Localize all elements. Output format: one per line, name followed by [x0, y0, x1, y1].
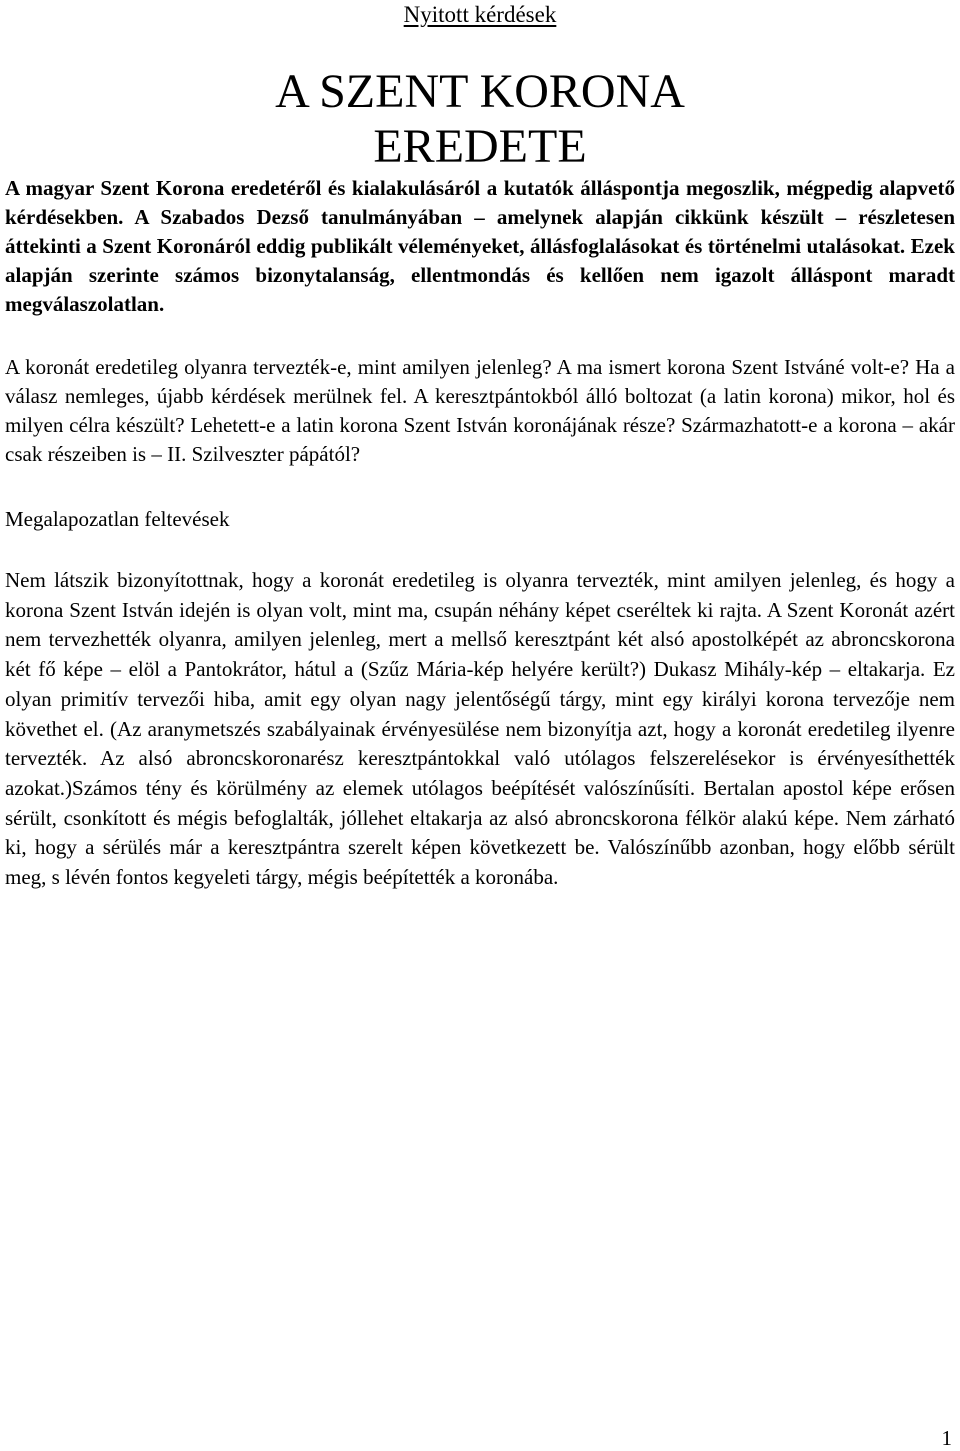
title-line-2: EREDETE	[373, 120, 587, 173]
body-paragraph: Nem látszik bizonyítottnak, hogy a koronát eredetileg is olyanra tervezték, mint amilyen jelenleg, és hogy a korona Szent István idején is olyan volt, mint ma, csupán néhány képet cseréltek ki rajta. A Szent Koronát azért nem tervezhették olyanra, amilyen jelenleg, mert a mellső keresztpánt két alsó apostolképét az abroncskorona két fő képe – elöl a Pantokrátor, hátul a (Szűz Mária-kép helyére került?) Dukasz Mihály-kép – eltakarja. Ez olyan primitív tervezői hiba, amit egy olyan nagy jelentőségű tárgy, mint egy királyi korona tervezője nem követhet el. (Az aranymetszés szabályainak érvényesülése nem bizonyítja azt, hogy a koronát eredetileg ilyenre tervezték. Az alsó abroncskoronarész keresztpántokkal való utólagos felszerelésekor is érvényesíthették azokat.)Számos tény és körülmény az elemek utólagos beépítését valószínűsíti. Bertalan apostol képe erősen sérült, csonkított és mégis befoglalták, jóllehet eltakarja az alsó abroncskorona félkör alakú képe. Nem zárható ki, hogy a sérülés már a keresztpántra szerelt képen következett be. Valószínűbb azonban, hogy előbb sérült meg, s lévén fontos kegyeleti tárgy, mégis beépítették a koronába.	[5, 568, 955, 890]
article-title	[5, 64, 955, 174]
lead-paragraph: A magyar Szent Korona eredetéről és kialakulásáról a kutatók álláspontja megoszlik, mégpedig alapvető kérdésekben. A Szabados Dezső tanulmányában – amelynek alapján cikkünk készült – részletesen áttekinti a Szent Koronáról eddig publikált véleményeket, állásfoglalásokat és történelmi utalásokat. Ezek alapján szerinte számos bizonytalanság, ellentmondás és kellően nem igazolt álláspont maradt megválaszolatlan.	[5, 176, 955, 316]
section-rubric-link[interactable]: Nyitott kérdések	[403, 2, 557, 27]
page-number: 1	[941, 1426, 952, 1450]
section-heading: Megalapozatlan feltevések	[5, 507, 230, 531]
document-page	[5, 0, 955, 893]
title-line-1: A SZENT KORONA	[275, 65, 685, 118]
questions-paragraph: A koronát eredetileg olyanra tervezték-e, mint amilyen jelenleg? A ma ismert korona Szent Istváné volt-e? Ha a válasz nemleges, újabb kérdések merülnek fel. A keresztpántokból álló boltozat (a latin korona) mikor, hol és milyen célra készült? Lehetett-e a latin korona Szent István koronájának része? Származhatott-e a korona – akár csak részeiben is – II. Szilveszter pápától?	[5, 355, 955, 466]
